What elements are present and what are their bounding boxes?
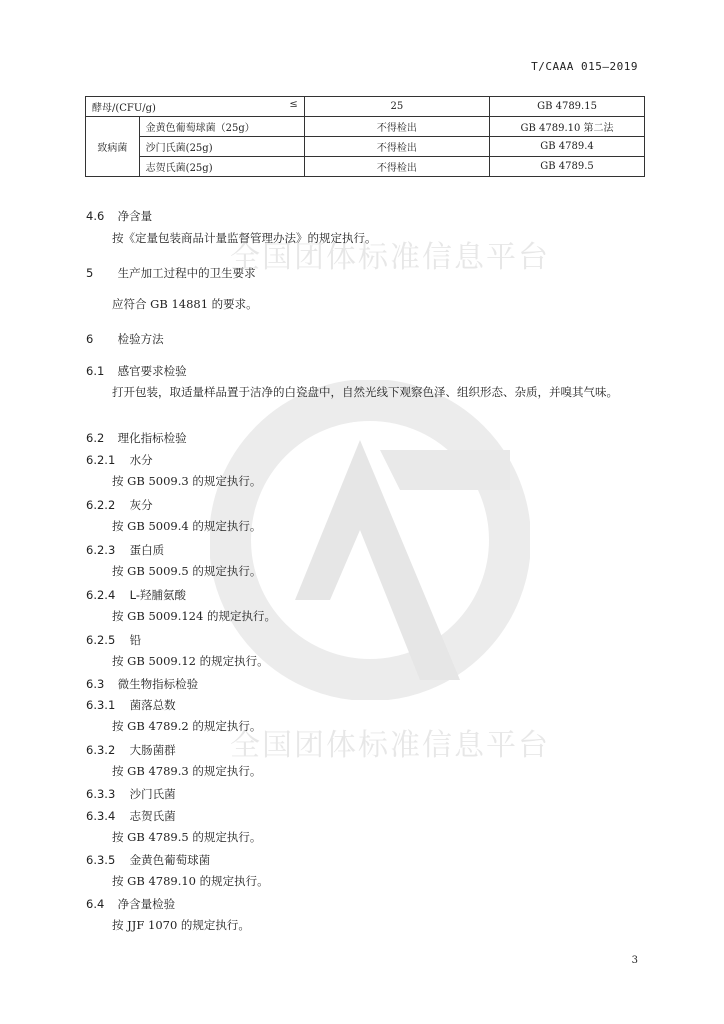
section-heading: 6.2.4 L-羟脯氨酸 — [86, 588, 187, 602]
paragraph: 应符合 GB 14881 的要求。 — [112, 297, 258, 311]
section-heading: 6.3.3 沙门氏菌 — [86, 787, 176, 801]
paragraph: 按《定量包装商品计量监督管理办法》的规定执行。 — [112, 231, 377, 245]
paragraph: 按 GB 4789.2 的规定执行。 — [112, 719, 262, 733]
table-row — [86, 117, 645, 137]
watermark-text: 全国团体标准信息平台 — [230, 240, 550, 275]
table-cell: GB 4789.15 — [490, 97, 645, 117]
section-heading: 6.3.5 金黄色葡萄球菌 — [86, 853, 211, 867]
section-heading: 6.3.4 志贺氏菌 — [86, 809, 176, 823]
section-heading: 6 检验方法 — [86, 332, 164, 346]
spec-table — [85, 96, 645, 177]
paragraph: 按 GB 5009.124 的规定执行。 — [112, 609, 276, 623]
section-heading: 4.6 净含量 — [86, 209, 153, 223]
section-heading: 6.1 感官要求检验 — [86, 364, 187, 378]
table-cell: 沙门氏菌(25g) — [139, 137, 304, 157]
table-row — [86, 157, 645, 177]
section-heading: 6.2.2 灰分 — [86, 498, 153, 512]
section-heading: 6.3 微生物指标检验 — [86, 677, 199, 691]
document-id: T/CAAA 015—2019 — [531, 60, 638, 73]
item-label: 酵母/(CFU/g) — [92, 103, 156, 114]
group-cell: 致病菌 — [86, 117, 140, 177]
table-cell: 不得检出 — [304, 157, 489, 177]
section-heading: 6.4 净含量检验 — [86, 897, 176, 911]
paragraph: 按 GB 4789.10 的规定执行。 — [112, 874, 269, 888]
section-heading: 6.2 理化指标检验 — [86, 431, 187, 445]
section-heading: 6.2.3 蛋白质 — [86, 543, 165, 557]
table-cell: 不得检出 — [304, 117, 489, 137]
paragraph: 按 GB 5009.3 的规定执行。 — [112, 474, 262, 488]
table-cell: 金黄色葡萄球菌（25g） — [139, 117, 304, 137]
table-cell: 不得检出 — [304, 137, 489, 157]
section-heading: 6.2.1 水分 — [86, 453, 153, 467]
paragraph: 按 GB 5009.12 的规定执行。 — [112, 654, 269, 668]
section-heading: 5 生产加工过程中的卫生要求 — [86, 266, 256, 280]
paragraph: 按 GB 5009.4 的规定执行。 — [112, 519, 262, 533]
section-heading: 6.3.1 菌落总数 — [86, 698, 176, 712]
page-number: 3 — [631, 955, 638, 966]
table-cell — [86, 97, 305, 117]
paragraph: 按 GB 4789.5 的规定执行。 — [112, 830, 262, 844]
table-row — [86, 137, 645, 157]
table-cell: GB 4789.10 第二法 — [490, 117, 645, 137]
operator: ≤ — [289, 99, 298, 110]
table-cell: 25 — [304, 97, 489, 117]
paragraph: 按 GB 4789.3 的规定执行。 — [112, 764, 262, 778]
table-row — [86, 97, 645, 117]
table-cell: 志贺氏菌(25g) — [139, 157, 304, 177]
table-cell: GB 4789.4 — [490, 137, 645, 157]
watermark-text: 全国团体标准信息平台 — [230, 728, 550, 763]
paragraph: 打开包装，取适量样品置于洁净的白瓷盘中，自然光线下观察色泽、组织形态、杂质，并嗅其气味。 — [112, 385, 618, 399]
paragraph: 按 JJF 1070 的规定执行。 — [112, 918, 250, 932]
table-cell: GB 4789.5 — [490, 157, 645, 177]
section-heading: 6.2.5 铅 — [86, 633, 142, 647]
section-heading: 6.3.2 大肠菌群 — [86, 743, 176, 757]
paragraph: 按 GB 5009.5 的规定执行。 — [112, 564, 262, 578]
